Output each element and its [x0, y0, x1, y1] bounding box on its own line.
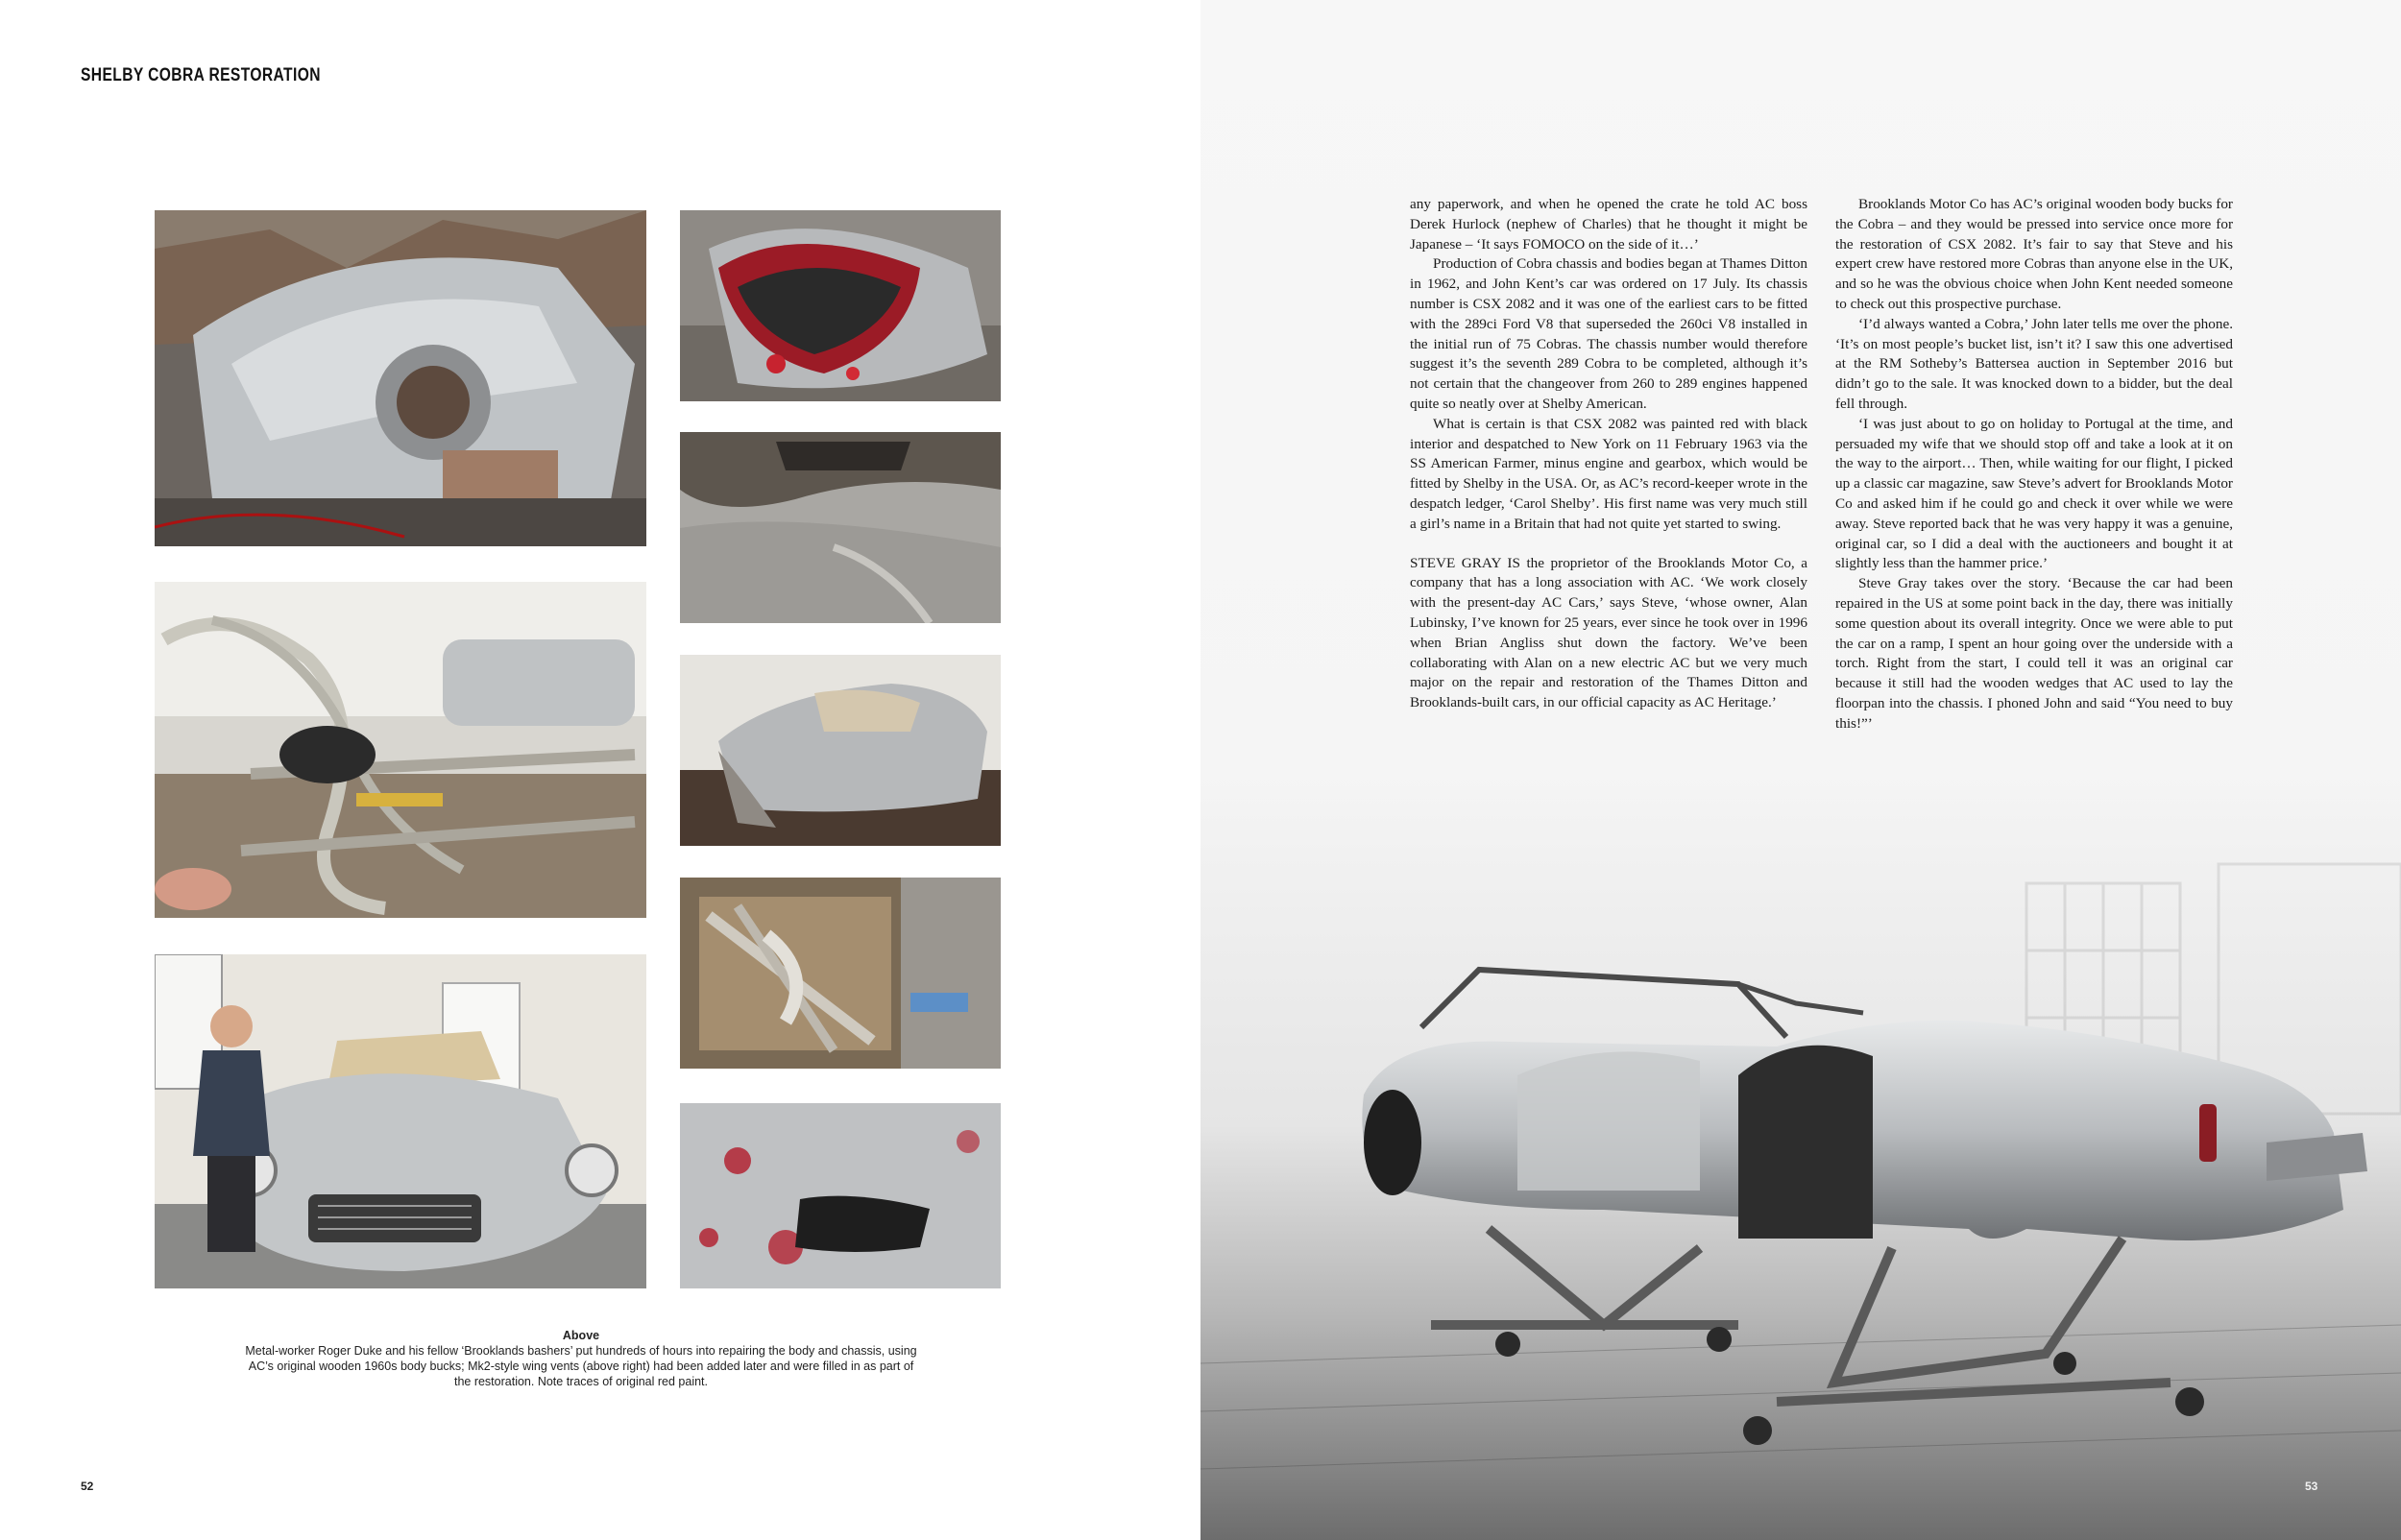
col2-paragraph-3: ‘I was just about to go on holiday to Portugal at the time, and persuaded my wife that we should stop off and take a look at it on the way to the airport… Then, while waiting for our flight, I picked up a classic car magazine, saw Steve’s advert for Brooklands Motor Co and asked him if he could go and check it over while we were away. Steve reported back that he was very happy it was a genuine, original car, so I did a deal with the auctioneers and bought it at slightly less than the hammer price.’	[1835, 415, 2233, 572]
col2-paragraph-1: Brooklands Motor Co has AC’s original wooden body bucks for the Cobra – and they would be pressed into service once more for the restoration of CSX 2082. It’s fair to say that Steve and his expert crew have restored more Cobras than anyone else in the UK, and so he was the obvious choice when John Kent needed someone to check out this prospective purchase.	[1835, 196, 2233, 312]
photo-roger-duke-with-cobra	[155, 954, 646, 1288]
photo-bare-body-shell	[680, 655, 1001, 846]
photo-chassis-parts	[680, 878, 1001, 1069]
caption-title: Above	[562, 1329, 600, 1342]
hero-photo-cobra-on-stands	[1200, 787, 2401, 1540]
photo-body-on-buck	[155, 210, 646, 546]
article-column-1	[1410, 195, 1807, 713]
col1-paragraph-2: Production of Cobra chassis and bodies began at Thames Ditton in 1962, and John Kent’s car was ordered on 17 July. Its chassis number is CSX 2082 and it was one of the earliest cars to be fitted with the 289ci Ford V8 that superseded the 260ci V8 installed in the initial run of 75 Cobras. The chassis number would therefore suggest it’s the seventh 289 Cobra to be completed, although it’s not certain that the changeover from 260 to 289 engines happened quite so neatly over at Shelby American.	[1410, 255, 1807, 412]
col2-paragraph-2: ‘I’d always wanted a Cobra,’ John later tells me over the phone. ‘It’s on most people’s bucket list, isn’t it? I saw this one advertised at the RM Sotheby’s Battersea auction in September 2016 but didn’t go to the sale. It was knocked down to a bidder, but the deal fell through.	[1835, 315, 2233, 412]
right-page	[1200, 0, 2401, 1540]
photo-chassis-frame	[155, 582, 646, 918]
col1-paragraph-4: STEVE GRAY IS the proprietor of the Brooklands Motor Co, a company that has a long association with AC. ‘We work closely with the present-day AC Cars,’ says Steve, ‘whose owner, Alan Lubinsky, I’ve known for 25 years, ever since he took over in 1996 when Brian Angliss shut down the factory. We’ve been collaborating with Alan on a new electric AC but we very much major on the repair and restoration of the Thames Ditton and Brooklands-built cars, in our official capacity as AC Heritage.’	[1410, 554, 1807, 711]
photo-wing-vent-closeup	[680, 1103, 1001, 1288]
col2-paragraph-4: Steve Gray takes over the story. ‘Because the car had been repaired in the US at some point back in the day, there was initially some question about its overall integrity. Once we were able to put the car on a ramp, I spent an hour going over the underside with a torch. Right from the start, I could tell it was an original car because it still had the wooden wedges that AC used to lay the floorpan into the chassis. I phoned John and said “You need to buy this!”’	[1835, 575, 2233, 732]
page-number-left: 52	[81, 1480, 94, 1493]
caption-text: Metal-worker Roger Duke and his fellow ‘Brooklands bashers’ put hundreds of hours into repairing the body and chassis, using AC’s original wooden 1960s body bucks; Mk2-style wing vents (above right) had been added later and were filled in as part of the restoration. Note traces of original red paint.	[245, 1344, 917, 1388]
section-header: SHELBY COBRA RESTORATION	[81, 65, 321, 85]
photo-caption	[240, 1328, 922, 1389]
page-number-right: 53	[2305, 1480, 2318, 1493]
col1-paragraph-1: any paperwork, and when he opened the crate he told AC boss Derek Hurlock (nephew of Charles) that he thought it might be Japanese – ‘It says FOMOCO on the side of it…’	[1410, 196, 1807, 253]
photo-metal-closeup	[680, 432, 1001, 623]
left-page	[0, 0, 1200, 1540]
article-column-2	[1835, 195, 2233, 734]
col1-paragraph-3: What is certain is that CSX 2082 was painted red with black interior and despatched to New York on 11 February 1963 via the SS American Farmer, minus engine and gearbox, which would be fitted by Shelby in the USA. Or, as AC’s record-keeper wrote in the despatch ledger, ‘Carol Shelby’. His first name was very much still a girl’s name in a Britain that had not quite yet started to swing.	[1410, 415, 1807, 532]
photo-red-nose-section	[680, 210, 1001, 401]
